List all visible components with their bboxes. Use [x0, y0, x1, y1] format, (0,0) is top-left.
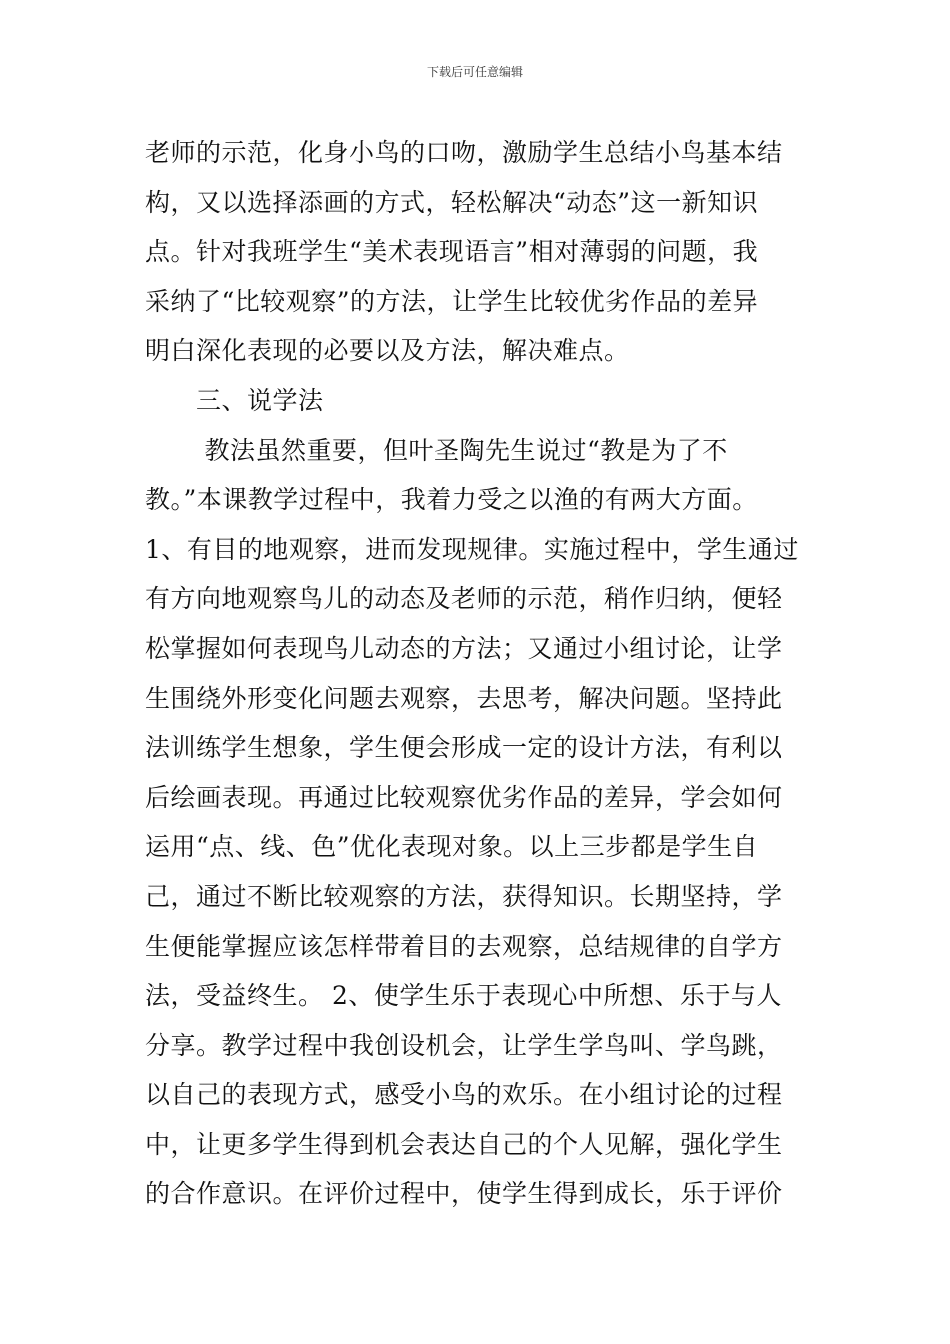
text-line: 生便能掌握应该怎样带着目的去观察，总结规律的自学方	[145, 931, 783, 961]
text-line: 以自己的表现方式，感受小鸟的欢乐。在小组讨论的过程	[145, 1080, 783, 1110]
text-line: 教。”本课教学过程中，我着力受之以渔的有两大方面。	[145, 485, 758, 515]
text-line: 教法虽然重要，但叶圣陶先生说过“教是为了不	[145, 435, 728, 465]
section-heading: 三、说学法	[145, 385, 324, 415]
text-line: 点。针对我班学生“美术表现语言”相对薄弱的问题，我	[145, 237, 759, 267]
text-line: 己，通过不断比较观察的方法，获得知识。长期坚持，学	[145, 881, 783, 911]
text-line: 明白深化表现的必要以及方法，解决难点。	[145, 336, 630, 366]
text-line: 运用“点、线、色”优化表现对象。以上三步都是学生自	[145, 832, 759, 862]
text-line: 法，受益终生。 2、使学生乐于表现心中所想、乐于与人	[145, 981, 782, 1011]
text-line: 分享。教学过程中我创设机会，让学生学鸟叫、学鸟跳，	[145, 1030, 783, 1060]
page-header-note: 下载后可任意编辑	[426, 65, 523, 79]
text-line: 松掌握如何表现鸟儿动态的方法；又通过小组讨论，让学	[145, 633, 783, 663]
text-line: 生围绕外形变化问题去观察，去思考，解决问题。坚持此	[145, 683, 783, 713]
text-line: 的合作意识。在评价过程中，使学生得到成长，乐于评价	[145, 1179, 783, 1209]
text-line: 中，让更多学生得到机会表达自己的个人见解，强化学生	[145, 1129, 783, 1159]
text-line: 采纳了“比较观察”的方法，让学生比较优劣作品的差异	[145, 286, 759, 316]
text-line: 法训练学生想象，学生便会形成一定的设计方法，有利以	[145, 733, 783, 763]
document-body	[145, 128, 825, 1219]
text-line: 后绘画表现。再通过比较观察优劣作品的差异，学会如何	[145, 782, 783, 812]
text-line: 构，又以选择添画的方式，轻松解决“动态”这一新知识	[145, 187, 759, 217]
text-line: 1、有目的地观察，进而发现规律。实施过程中，学生通过	[145, 534, 799, 564]
text-line: 老师的示范，化身小鸟的口吻，激励学生总结小鸟基本结	[145, 138, 783, 167]
text-line: 有方向地观察鸟儿的动态及老师的示范，稍作归纳，便轻	[145, 584, 783, 614]
